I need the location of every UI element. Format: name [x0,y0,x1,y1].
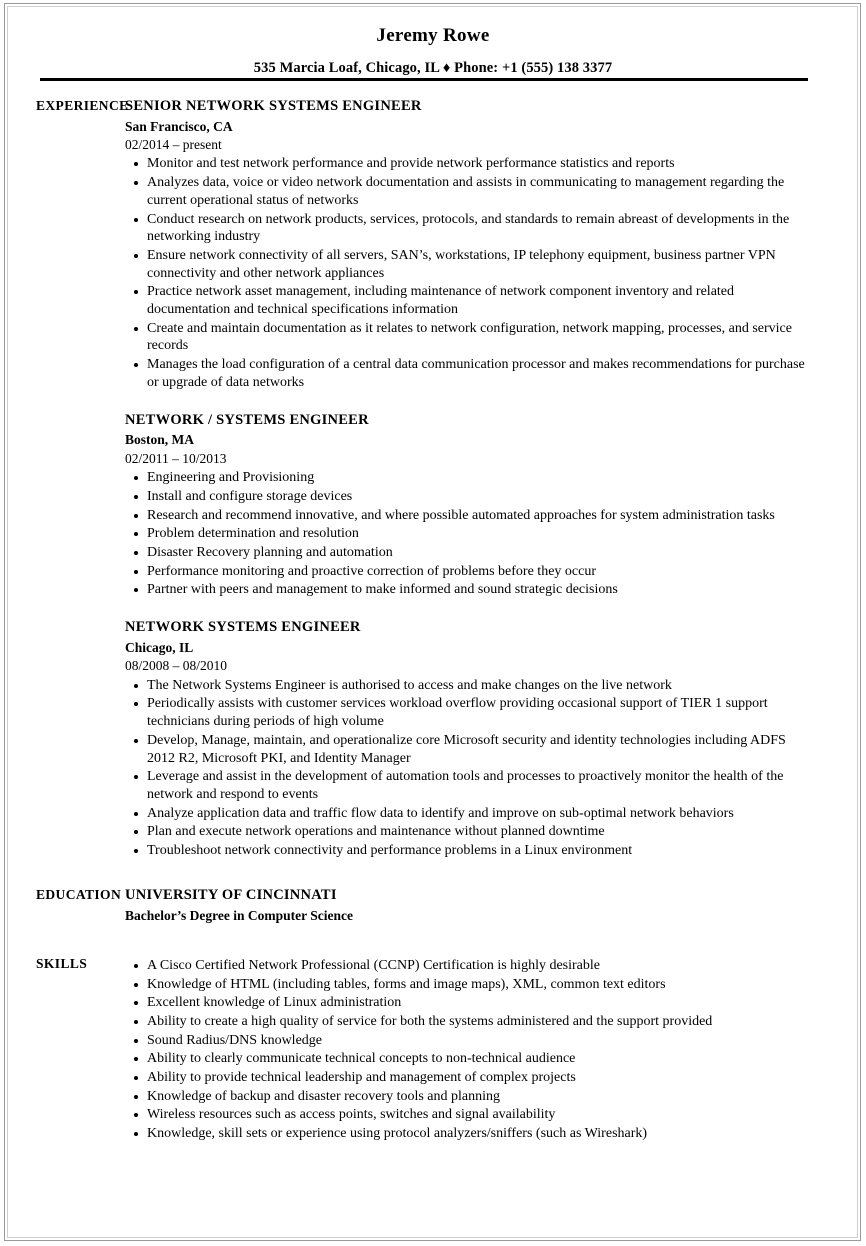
list-item: Ensure network connectivity of all servers, SAN’s, workstations, IP telephony equipment, business partner VPN connectivity and other network appliances [125,247,811,282]
job-location: San Francisco, CA [125,118,233,134]
list-item: Partner with peers and management to make informed and sound strategic decisions [125,581,811,599]
list-item: Research and recommend innovative, and where possible automated approaches for system administration tasks [125,507,811,525]
list-item: Develop, Manage, maintain, and operationalize core Microsoft security and identity technologies including ADFS 2012 R2, Microsoft PKI, and Identity Manager [125,732,811,767]
section-education [0,886,866,925]
job-location: Boston, MA [125,432,195,448]
job-location: Chicago, IL [125,639,194,655]
list-item: Leverage and assist in the development of automation tools and processes to proactively monitor the health of the network and respond to events [125,768,811,803]
job-title: NETWORK SYSTEMS ENGINEER [125,619,361,636]
job-responsibilities [125,677,811,860]
list-item: Disaster Recovery planning and automation [125,544,811,562]
job-title: SENIOR NETWORK SYSTEMS ENGINEER [125,97,422,114]
job-dates: 02/2014 – present [125,136,222,152]
list-item: Ability to create a high quality of service for both the systems administered and the support provided [125,1013,811,1031]
list-item: Engineering and Provisioning [125,469,811,487]
job-entry [125,411,811,600]
list-item: Ability to provide technical leadership and management of complex projects [125,1069,811,1087]
section-label-skills: SKILLS [36,955,88,971]
list-item: Ability to clearly communicate technical concepts to non-technical audience [125,1050,811,1068]
list-item: Plan and execute network operations and maintenance without planned downtime [125,823,811,841]
list-item: Conduct research on network products, services, protocols, and standards to remain abreast of developments in the networking industry [125,211,811,246]
list-item: A Cisco Certified Network Professional (CCNP) Certification is highly desirable [125,957,811,975]
section-label-education: EDUCATION [36,886,122,902]
skills-list [125,955,866,1143]
education-entry [125,886,866,925]
section-experience [0,97,866,860]
header-divider [40,78,808,81]
job-dates: 08/2008 – 08/2010 [125,658,228,674]
list-item: Analyze application data and traffic flow data to identify and improve on sub-optimal network behaviors [125,805,811,823]
experience-list [125,97,866,860]
list-item: Monitor and test network performance and provide network performance statistics and reports [125,155,811,173]
job-title: NETWORK / SYSTEMS ENGINEER [125,411,369,428]
list-item: Create and maintain documentation as it relates to network configuration, network mapping, processes, and service records [125,320,811,355]
list-item: Excellent knowledge of Linux administration [125,994,811,1012]
list-item: Sound Radius/DNS knowledge [125,1032,811,1050]
contact-line: 535 Marcia Loaf, Chicago, IL ♦ Phone: +1 (555) 138 3377 [253,59,613,76]
education-school: UNIVERSITY OF CINCINNATI [125,886,337,903]
candidate-name: Jeremy Rowe [376,25,490,46]
list-item: Wireless resources such as access points, switches and signal availability [125,1106,811,1124]
list-item: The Network Systems Engineer is authorised to access and make changes on the live network [125,677,811,695]
job-responsibilities [125,469,811,599]
list-item: Knowledge of backup and disaster recovery tools and planning [125,1088,811,1106]
list-item: Periodically assists with customer services workload overflow providing occasional support of TIER 1 support technicians during periods of high volume [125,695,811,730]
list-item: Manages the load configuration of a central data communication processor and makes recommendations for purchase or upgrade of data networks [125,356,811,391]
section-skills [0,955,866,1143]
skills-bullets [125,957,811,1143]
list-item: Analyzes data, voice or video network documentation and assists in communicating to management regarding the current operational status of networks [125,174,811,209]
job-entry [125,97,811,392]
education-degree: Bachelor’s Degree in Computer Science [125,907,353,923]
list-item: Install and configure storage devices [125,488,811,506]
resume-body [0,97,866,1143]
list-item: Problem determination and resolution [125,525,811,543]
resume-header [0,0,866,77]
job-responsibilities [125,155,811,391]
job-entry [125,618,811,860]
list-item: Knowledge, skill sets or experience using protocol analyzers/sniffers (such as Wireshark) [125,1125,811,1143]
section-label-experience: EXPERIENCE [36,97,129,113]
list-item: Knowledge of HTML (including tables, forms and image maps), XML, common text editors [125,976,811,994]
list-item: Performance monitoring and proactive correction of problems before they occur [125,563,811,581]
job-dates: 02/2011 – 10/2013 [125,450,227,466]
list-item: Troubleshoot network connectivity and performance problems in a Linux environment [125,842,811,860]
list-item: Practice network asset management, including maintenance of network component inventory and related documentation and technical specifications information [125,283,811,318]
